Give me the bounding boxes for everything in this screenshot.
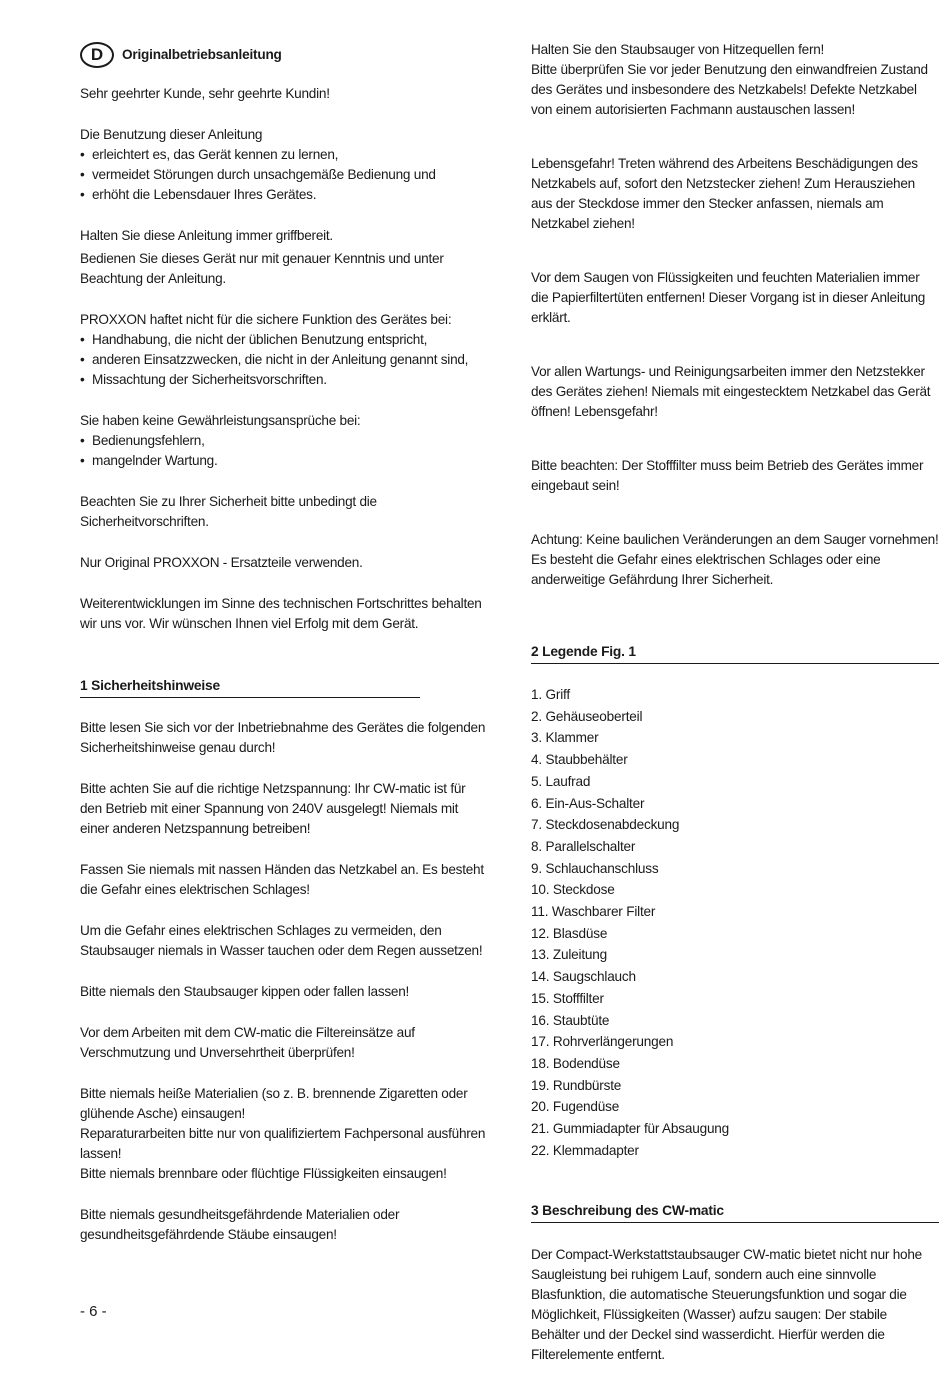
liability-intro: PROXXON haftet nicht für die sichere Funktion des Gerätes bei: [80, 312, 452, 327]
usage-list [80, 145, 490, 205]
check-cable-text: Bitte überprüfen Sie vor jeder Benutzung den einwandfreien Zustand des Gerätes und insbesondere des Netzkabels! Defekte Netzkabel von einem autorisierten Fachmann austauschen lassen! [531, 62, 928, 117]
list-item: • vermeidet Störungen durch unsachgemäße Bedienung und [80, 165, 490, 185]
safety-paragraph: Reparaturarbeiten bitte nur von qualifiziertem Fachpersonal ausführen lassen! [80, 1126, 486, 1161]
legend-item: 13. Zuleitung [531, 947, 607, 963]
safety-paragraph: Fassen Sie niemals mit nassen Händen das Netzkabel an. Es besteht die Gefahr eines elektrischen Schlages! [80, 862, 484, 897]
no-modifications-text: Achtung: Keine baulichen Veränderungen an dem Sauger vornehmen! Es besteht die Gefahr eines elektrischen Schlages oder eine anderweitige Gefährdung Ihrer Sicherheit. [531, 532, 939, 587]
list-item: • mangelnder Wartung. [80, 451, 490, 471]
liability-list [80, 330, 490, 390]
legend-item: 15. Stofffilter [531, 990, 604, 1006]
heat-sources-text: Halten Sie den Staubsauger von Hitzequellen fern! [531, 42, 825, 57]
legend-item: 9. Schlauchanschluss [531, 860, 659, 876]
section-heading-safety: 1 Sicherheitshinweise [80, 676, 420, 698]
left-column [80, 42, 490, 1266]
legend-item: 11. Waschbarer Filter [531, 904, 656, 920]
legend-item: 19. Rundbürste [531, 1077, 622, 1093]
right-column [531, 40, 939, 1386]
legend-item: 1. Griff [531, 687, 570, 702]
safety-paragraph: Bitte achten Sie auf die richtige Netzspannung: Ihr CW-matic ist für den Betrieb mit einer Spannung von 240V ausgelegt! Niemals mit einer anderen Netzspannung betreiben! [80, 781, 466, 836]
safety-paragraph: Vor dem Arbeiten mit dem CW-matic die Filtereinsätze auf Verschmutzung und Unversehrtheit überprüfen! [80, 1025, 415, 1060]
greeting: Sehr geehrter Kunde, sehr geehrte Kundin! [80, 86, 330, 101]
legend-item: 10. Steckdose [531, 882, 615, 898]
developments-note: Weiterentwicklungen im Sinne des technischen Fortschrittes behalten wir uns vor. Wir wünschen Ihnen viel Erfolg mit dem Gerät. [80, 596, 482, 631]
spare-parts-note: Nur Original PROXXON - Ersatzteile verwenden. [80, 555, 363, 570]
warranty-list [80, 431, 490, 471]
danger-damage-text: Lebensgefahr! Treten während des Arbeitens Beschädigungen des Netzkabels auf, sofort den Netzstecker ziehen! Zum Herausziehen aus der Steckdose immer den Stecker anfassen, niemals am Netzkabel ziehen! [531, 156, 918, 231]
list-item: • erhöht die Lebensdauer Ihres Gerätes. [80, 185, 490, 205]
language-badge: D [80, 42, 114, 68]
page-number: - 6 - [80, 1303, 107, 1320]
document-header [80, 42, 490, 68]
legend-item: 2. Gehäuseoberteil [531, 708, 643, 724]
operate-knowledge-text: Bedienen Sie dieses Gerät nur mit genauer Kenntnis und unter Beachtung der Anleitung. [80, 251, 444, 286]
legend-item: 5. Laufrad [531, 773, 591, 789]
legend-item: 3. Klammer [531, 730, 599, 746]
legend-item: 18. Bodendüse [531, 1055, 620, 1071]
safety-paragraph: Bitte niemals gesundheitsgefährdende Materialien oder gesundheitsgefährdende Stäube einsaugen! [80, 1207, 400, 1242]
safety-paragraph: Bitte niemals brennbare oder flüchtige Flüssigkeiten einsaugen! [80, 1166, 447, 1181]
maintenance-text: Vor allen Wartungs- und Reinigungsarbeiten immer den Netzstekker des Gerätes ziehen! Niemals mit eingestecktem Netzkabel das Gerät öffnen! Lebensgefahr! [531, 364, 931, 419]
list-item: • Bedienungsfehlern, [80, 431, 490, 451]
usage-intro: Die Benutzung dieser Anleitung [80, 127, 263, 142]
list-item: • erleichtert es, das Gerät kennen zu lernen, [80, 145, 490, 165]
legend-item: 7. Steckdosenabdeckung [531, 817, 680, 833]
legend-item: 16. Staubtüte [531, 1012, 610, 1028]
cloth-filter-text: Bitte beachten: Der Stofffilter muss beim Betrieb des Gerätes immer eingebaut sein! [531, 458, 924, 493]
section-heading-description: 3 Beschreibung des CW-matic [531, 1201, 939, 1223]
legend-list [531, 684, 939, 1161]
legend-item: 4. Staubbehälter [531, 752, 628, 768]
liquids-text: Vor dem Saugen von Flüssigkeiten und feuchten Materialien immer die Papierfiltertüten entfernen! Dieser Vorgang ist in dieser Anleitung erklärt. [531, 270, 926, 325]
legend-item: 14. Saugschlauch [531, 969, 636, 985]
legend-item: 8. Parallelschalter [531, 838, 636, 854]
list-item: • Missachtung der Sicherheitsvorschriften. [80, 370, 490, 390]
section-heading-legend: 2 Legende Fig. 1 [531, 642, 939, 664]
description-text: Der Compact-Werkstattstaubsauger CW-matic bietet nicht nur hohe Saugleistung bei ruhigem Lauf, sondern auch eine sinnvolle Blasfunktion, die automatische Steuerungsfunktion und sogar die Möglichkeit, Flüssigkeiten (Wasser) aufzu saugen: Der stabile Behälter und der Deckel sind wasserdicht. Hierfür werden die Filterelemente entfernt. [531, 1247, 922, 1363]
warranty-intro: Sie haben keine Gewährleistungsansprüche bei: [80, 413, 361, 428]
list-item: • Handhabung, die nicht der üblichen Benutzung entspricht, [80, 330, 490, 350]
legend-item: 20. Fugendüse [531, 1099, 620, 1115]
legend-item: 6. Ein-Aus-Schalter [531, 795, 645, 811]
legend-item: 17. Rohrverlängerungen [531, 1034, 674, 1050]
legend-item: 12. Blasdüse [531, 925, 608, 941]
safety-paragraph: Bitte niemals den Staubsauger kippen oder fallen lassen! [80, 984, 410, 999]
safety-paragraph: Bitte niemals heiße Materialien (so z. B. brennende Zigaretten oder glühende Asche) einsaugen! [80, 1086, 468, 1121]
legend-item: 21. Gummiadapter für Absaugung [531, 1121, 730, 1137]
list-item: • anderen Einsatzzwecken, die nicht in der Anleitung genannt sind, [80, 350, 490, 370]
keep-manual-text: Halten Sie diese Anleitung immer griffbereit. [80, 228, 333, 243]
safety-paragraph: Bitte lesen Sie sich vor der Inbetriebnahme des Gerätes die folgenden Sicherheitshinweise genau durch! [80, 720, 486, 755]
document-title: Originalbetriebsanleitung [122, 47, 282, 62]
safety-note: Beachten Sie zu Ihrer Sicherheit bitte unbedingt die Sicherheitvorschriften. [80, 494, 377, 529]
safety-paragraph: Um die Gefahr eines elektrischen Schlages zu vermeiden, den Staubsauger niemals in Wasser tauchen oder dem Regen aussetzen! [80, 923, 483, 958]
legend-item: 22. Klemmadapter [531, 1142, 639, 1158]
